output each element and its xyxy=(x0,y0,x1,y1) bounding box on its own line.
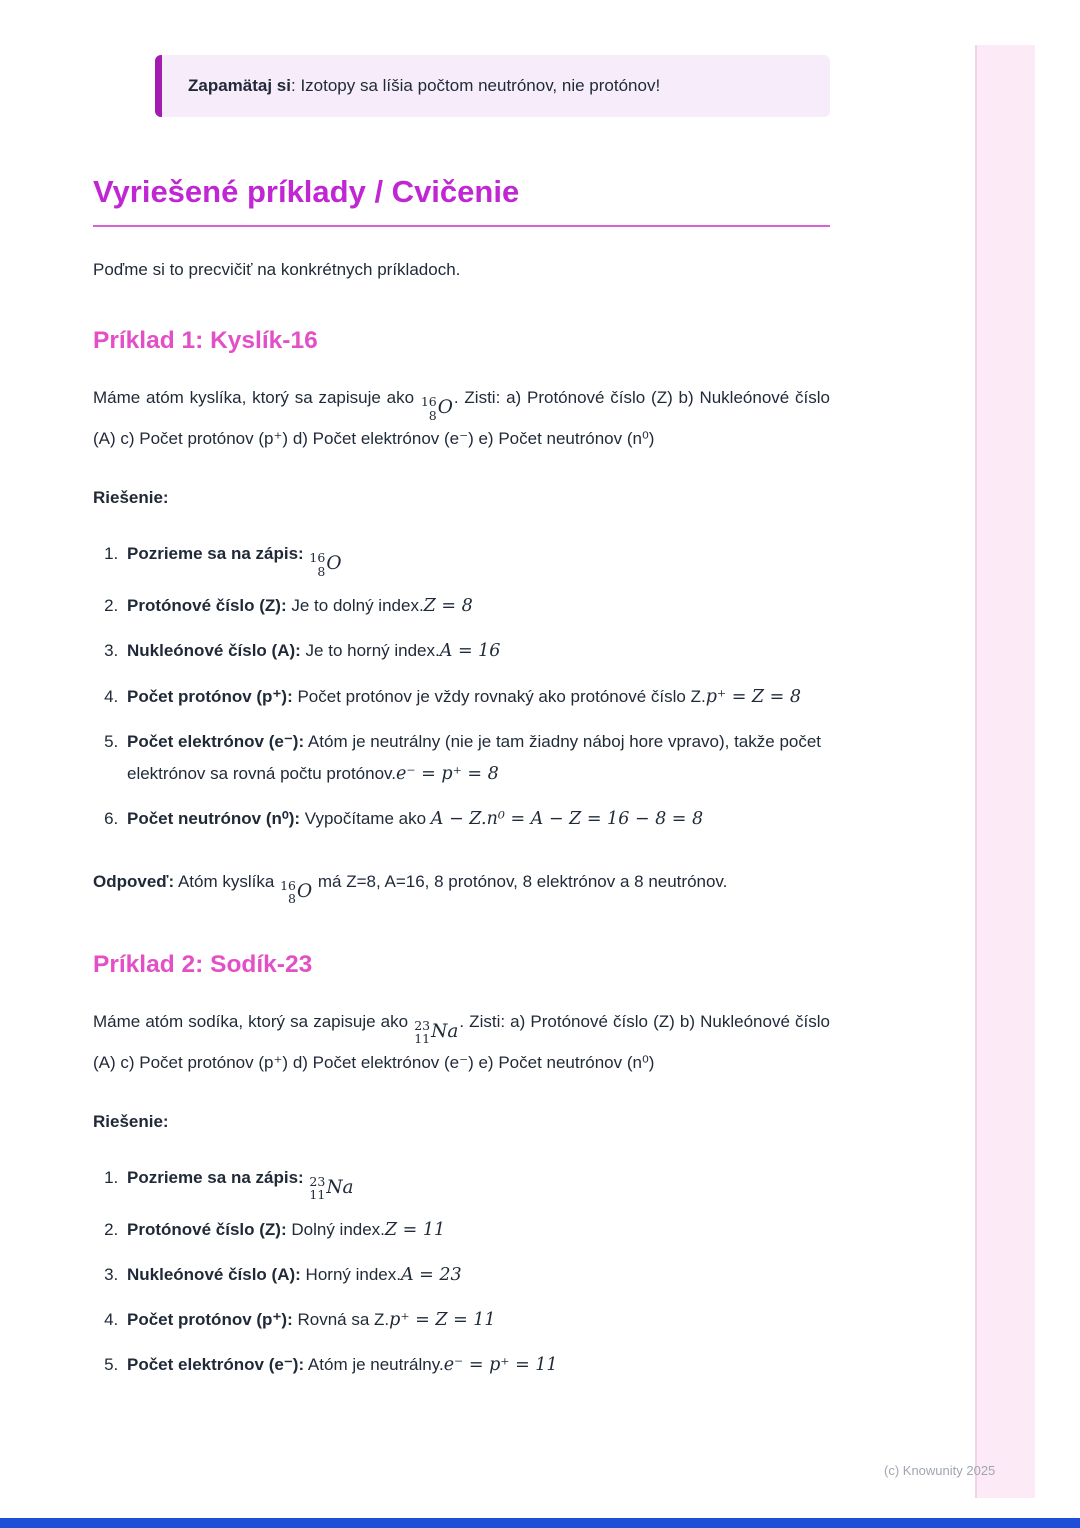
step-math: e⁻ = p⁺ = 8 xyxy=(396,764,499,785)
example1-steps xyxy=(93,538,830,837)
nuclide-scripts xyxy=(414,1019,430,1046)
nuclide-notation xyxy=(309,551,341,578)
step-math: Z = 11 xyxy=(384,1219,446,1240)
mass-number: 23 xyxy=(414,1017,431,1033)
atomic-number: 8 xyxy=(317,563,326,579)
step-text: Atóm je neutrálny (nie je tam žiadny náboj hore vpravo), takže počet elektrónov sa rovná počtu protónov. xyxy=(127,731,822,784)
atomic-number: 8 xyxy=(288,891,296,907)
example1-answer xyxy=(93,865,830,906)
solution-step xyxy=(123,1349,830,1382)
element-symbol: O xyxy=(437,397,453,419)
example1-problem xyxy=(93,381,830,456)
problem-text-before: Máme atóm sodíka, ktorý sa zapisuje ako xyxy=(93,1011,414,1031)
step-math: p⁺ = Z = 8 xyxy=(705,686,801,707)
example2-heading: Príklad 2: Sodík-23 xyxy=(93,950,313,978)
nuclide-scripts xyxy=(280,879,296,906)
step-text: Horný index. xyxy=(305,1264,401,1284)
side-decoration-strip xyxy=(975,45,1035,1498)
callout-label: Zapamätaj si xyxy=(188,76,291,95)
mass-number: 16 xyxy=(280,877,296,893)
step-text: Vypočítame ako xyxy=(304,809,431,829)
solution-step xyxy=(123,1214,830,1247)
step-text: Atóm je neutrálny. xyxy=(307,1355,444,1375)
step-label: Pozrieme sa na zápis: xyxy=(127,1167,304,1187)
step-label: Pozrieme sa na zápis: xyxy=(127,544,304,564)
step-label: Počet protónov (p⁺): xyxy=(127,686,293,706)
solution-step xyxy=(123,1259,830,1292)
problem-text-after: . Zisti: a) Protónové číslo (Z) b) Nukleónové číslo (A) c) Počet protónov (p⁺) d) Počet elektrónov (e⁻) e) Počet neutrónov (n⁰) xyxy=(93,388,830,449)
step-math: A = 16 xyxy=(439,641,501,662)
solution-label: Riešenie: xyxy=(93,1111,169,1131)
nuclide-notation xyxy=(309,1175,353,1202)
solution-step xyxy=(123,726,830,792)
nuclide-scripts xyxy=(309,1175,325,1202)
callout-text: : Izotopy sa líšia počtom neutrónov, nie protónov! xyxy=(291,76,661,95)
solution-step xyxy=(123,590,830,623)
step-math: A = 23 xyxy=(400,1264,462,1285)
example1-section xyxy=(93,327,830,906)
atomic-number: 11 xyxy=(414,1031,431,1047)
callout-note xyxy=(155,55,830,117)
step-label: Nukleónové číslo (A): xyxy=(127,1264,301,1284)
answer-text-after: má Z=8, A=16, 8 protónov, 8 elektrónov a 8 neutrónov. xyxy=(317,871,728,891)
footer-credit: (c) Knowunity 2025 xyxy=(884,1463,996,1478)
problem-text-before: Máme atóm kyslíka, ktorý sa zapisuje ako xyxy=(93,388,420,408)
atomic-number: 11 xyxy=(309,1187,326,1203)
solution-label: Riešenie: xyxy=(93,488,169,508)
step-label: Počet protónov (p⁺): xyxy=(127,1310,293,1330)
step-math: Z = 8 xyxy=(423,596,473,617)
nuclide-scripts xyxy=(421,395,437,422)
step-text: Je to dolný index. xyxy=(291,596,424,616)
mass-number: 16 xyxy=(309,550,326,566)
step-math: A − Z.n⁰ = A − Z = 16 − 8 = 8 xyxy=(430,809,704,830)
element-symbol: Na xyxy=(431,1020,459,1042)
example2-steps xyxy=(93,1162,830,1383)
step-text: Počet protónov je vždy rovnaký ako protónové číslo Z. xyxy=(297,686,706,706)
answer-text-before: Atóm kyslíka xyxy=(177,871,275,891)
example2-section xyxy=(93,951,830,1383)
step-math: e⁻ = p⁺ = 11 xyxy=(443,1355,558,1376)
example2-problem xyxy=(93,1005,830,1080)
solution-step xyxy=(123,1304,830,1337)
bottom-accent-bar xyxy=(0,1518,1080,1528)
answer-label: Odpoveď: xyxy=(93,871,175,891)
step-label: Počet elektrónov (e⁻): xyxy=(127,1355,305,1375)
step-label: Protónové číslo (Z): xyxy=(127,1219,287,1239)
element-symbol: O xyxy=(326,553,342,575)
mass-number: 16 xyxy=(420,394,437,410)
intro-paragraph: Poďme si to precvičiť na konkrétnych príkladoch. xyxy=(93,259,461,279)
document-content xyxy=(93,0,830,1395)
problem-text-after: . Zisti: a) Protónové číslo (Z) b) Nukleónové číslo (A) c) Počet protónov (p⁺) d) Počet elektrónov (e⁻) e) Počet neutrónov (n⁰) xyxy=(93,1011,830,1072)
step-label: Počet neutrónov (n⁰): xyxy=(127,809,301,829)
step-text: Je to horný index. xyxy=(305,641,440,661)
step-text: Dolný index. xyxy=(291,1219,385,1239)
element-symbol: O xyxy=(296,880,313,902)
nuclide-scripts xyxy=(309,551,325,578)
step-label: Protónové číslo (Z): xyxy=(127,596,287,616)
step-label: Nukleónové číslo (A): xyxy=(127,641,301,661)
nuclide-notation xyxy=(280,879,312,906)
example1-heading: Príklad 1: Kyslík-16 xyxy=(93,327,318,355)
page-title: Vyriešené príklady / Cvičenie xyxy=(93,174,830,227)
nuclide-notation xyxy=(414,1019,458,1046)
solution-step xyxy=(123,1162,830,1202)
solution-step xyxy=(123,681,830,714)
solution-step xyxy=(123,803,830,836)
solution-step xyxy=(123,635,830,668)
step-label: Počet elektrónov (e⁻): xyxy=(127,731,305,751)
nuclide-notation xyxy=(421,395,453,422)
element-symbol: Na xyxy=(326,1176,354,1198)
step-text: Rovná sa Z. xyxy=(297,1310,390,1330)
step-math: p⁺ = Z = 11 xyxy=(389,1310,496,1331)
atomic-number: 8 xyxy=(428,407,437,423)
mass-number: 23 xyxy=(309,1173,326,1189)
solution-step xyxy=(123,538,830,578)
